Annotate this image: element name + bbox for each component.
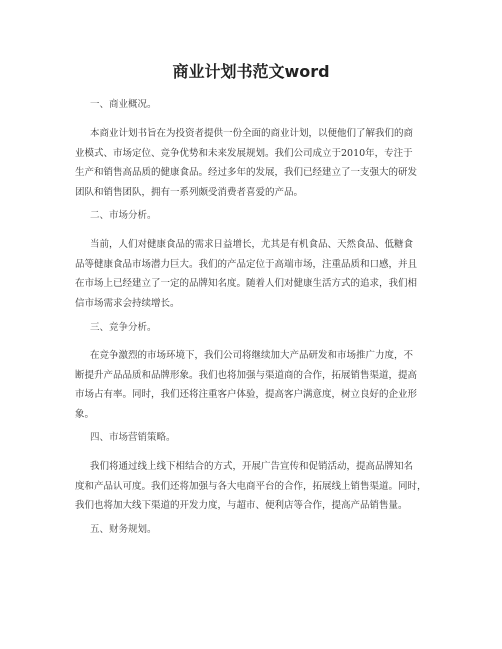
paragraph-line: 信市场需求会持续增长。 <box>75 298 180 310</box>
paragraph-line: 象。 <box>75 409 95 421</box>
section-heading-marketing: 四、市场营销策略。 <box>90 432 176 443</box>
paragraph-line: 在竞争激烈的市场环境下，我们公司将继续加大产品研发和市场推广力度，不 <box>90 350 414 361</box>
paragraph-line: 断提升产品品质和品牌形象。我们也将加强与渠道商的合作，拓展销售渠道，提高 <box>75 369 418 381</box>
paragraph-line: 我们将通过线上线下相结合的方式，开展广告宣传和促销活动，提高品牌知名 <box>90 461 414 472</box>
paragraph-line: 品等健康食品市场潜力巨大。我们的产品定位于高端市场，注重品质和口感，并且 <box>75 258 418 270</box>
section-paragraph-market <box>75 235 437 314</box>
section-paragraph-competition <box>75 346 437 425</box>
paragraph-line: 本商业计划书旨在为投资者提供一份全面的商业计划，以便他们了解我们的商 <box>90 128 414 139</box>
paragraph-line: 度和产品认可度。我们还将加强与各大电商平台的合作，拓展线上销售渠道。同时， <box>75 480 427 492</box>
paragraph-line: 生产和销售高品质的健康食品。经过多年的发展，我们已经建立了一支强大的研发 <box>75 167 418 179</box>
section-paragraph-marketing <box>75 457 437 516</box>
section-heading-competition: 三、竞争分析。 <box>90 322 157 333</box>
paragraph-line: 业模式、市场定位、竞争优势和未来发展规划。我们公司成立于2010年，专注于 <box>75 147 413 159</box>
paragraph-line: 我们也将加大线下渠道的开发力度，与超市、便利店等合作，提高产品销售量。 <box>75 500 408 512</box>
paragraph-line: 团队和销售团队，拥有一系列颇受消费者喜爱的产品。 <box>75 187 304 199</box>
paragraph-line: 当前，人们对健康食品的需求日益增长，尤其是有机食品、天然食品、低糖食 <box>90 239 414 250</box>
section-heading-finance: 五、财务规划。 <box>90 524 157 535</box>
paragraph-line: 在市场上已经建立了一定的品牌知名度。随着人们对健康生活方式的追求，我们相 <box>75 278 418 290</box>
section-heading-overview: 一、商业概况。 <box>90 99 157 110</box>
section-paragraph-overview <box>75 124 437 203</box>
document-title: 商业计划书范文word <box>172 62 330 81</box>
paragraph-line: 市场占有率。同时，我们还将注重客户体验，提高客户满意度，树立良好的企业形 <box>75 389 418 401</box>
section-heading-market: 二、市场分析。 <box>90 210 157 221</box>
